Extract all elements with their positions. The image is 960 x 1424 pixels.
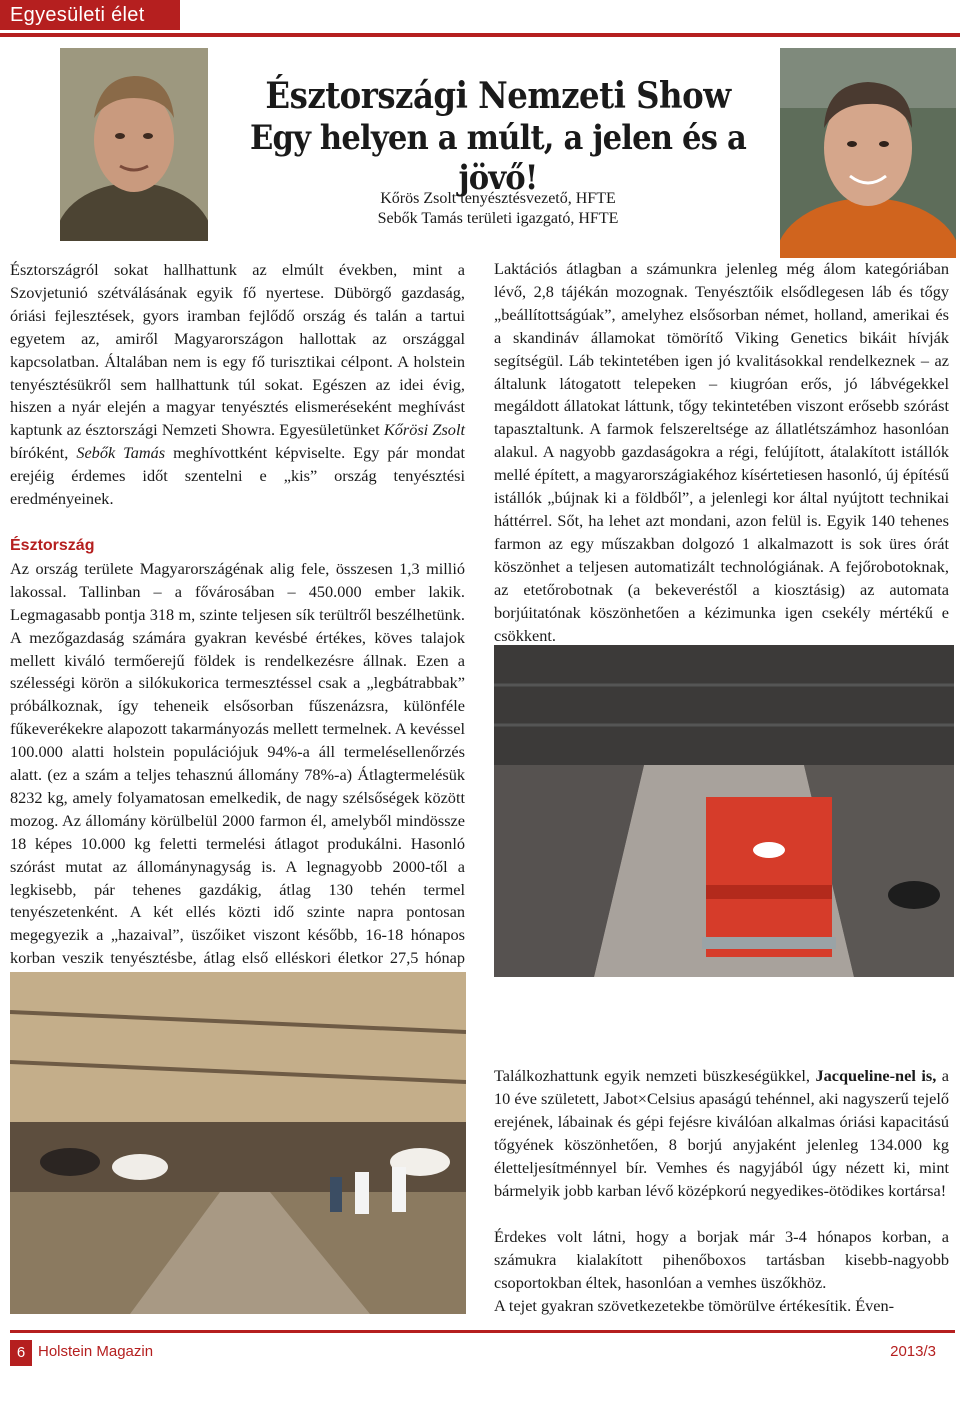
cow-name: Jacqueline-nel is, bbox=[815, 1066, 937, 1085]
intro-text-b: bíróként, bbox=[10, 443, 77, 463]
barn-robot-photo bbox=[494, 645, 954, 977]
intro-text-c: meghívottként képviselte. Egy pár mondat erejéig érdemes időt szentelni e „kis” ország tenyésztési eredményeinek. bbox=[10, 443, 465, 509]
author-line-1: Kőrös Zsolt tenyésztésvezető, HFTE bbox=[380, 190, 616, 207]
article-subtitle: Egy helyen a múlt, a jelen és a jövő! bbox=[250, 118, 746, 198]
milk-paragraph: A tejet gyakran szövetkezetekbe tömörülve értékesítik. Éven- bbox=[494, 1296, 895, 1316]
estonia-paragraph: Az ország területe Magyarországénak alig fele, összesen 1,3 millió lakossal. Tallinban – a fővárosában – 450.000 ember lakik. Legmagasabb pontja 318 m, szinte teljesen sík terültről beszélhetünk. A mezőgazdaság számára gyakran kevésbé értékes, köves talajok mellett kiváló termőerejű földek is rendelkezésre állnak. Ezen a szélességi körön a silókukorica termesztéssel csak a „legbátrabbak” próbálkoznak, így teheneik elsősorban fűszenázsra, különféle fűkeverékekre alapozott takarmányozás mellett termelnek. A kevéssel 100.000 alatti holstein populációjuk 94%-a áll termelésellenőrzés alatt. (ez a szám a teljes tehasznú állomány 78%-a) Átlagtermelésük 8232 kg, amely folyamatosan emelkedik, de nagy szélsőségek között mozog. Az állomány körülbelül 2000 farmon él, amelyből mindössze 18 képes 10.000 kg feletti termelési átlagot produkálni. Hasonló szórást mutat az állománynagyság is. A legnagyobb 2000-től a legkisebb, pár tehenes gazdákig, átlag 130 tehén termel tenyészetenként. A két ellés közti idő szinte napra pontosan megegyezik a „hazaival”, üszőiket viszont később, 16-18 hónapos korban veszik tenyésztésbe, átlag első elléskori életkor 27,5 hónap bbox=[10, 558, 465, 968]
footer-rule bbox=[10, 1330, 955, 1333]
meeting-paragraph bbox=[494, 1065, 949, 1202]
author-line-2: Sebők Tamás területi igazgató, HFTE bbox=[377, 210, 619, 227]
portrait-photo-left bbox=[60, 48, 208, 241]
calves-paragraph: Érdekes volt látni, hogy a borjak már 3-4 hónapos korban, a számukra kialakított pihenőboxos tartásban kisebb-nagyobb csoportokban éltek, hasonlóan a vemhes üszőkhöz. bbox=[494, 1227, 949, 1293]
right-column-lower bbox=[494, 1065, 949, 1318]
article-title: Észtországi Nemzeti Show bbox=[265, 75, 731, 117]
page-number: 6 bbox=[10, 1340, 32, 1366]
intro-text-a: Észtországról sokat hallhattunk az elmúlt években, mint a Szovjetunió szétválásának egyik fő nyertese. Dübörgő gazdaság, óriási fejlesztések, gyors iramban fejlődő ország és talán a tartui egyetem az, amiről Magyarországon hallottak az országgal kapcsolatban. Általában nem is egy fő turisztikai célpont. A holstein tenyésztésükről sem hallhattunk túl sokat. Egészen az idei évig, hiszen a nyár elején a magyar tenyésztés elismeréseként meghívást kaptunk az észtországi Nemzeti Showra. Egyesületünket bbox=[10, 260, 465, 440]
meeting-text-a: Találkozhattunk egyik nemzeti büszkeségükkel, bbox=[494, 1066, 816, 1085]
issue-number: 2013/3 bbox=[890, 1343, 936, 1360]
barn-cows-photo bbox=[10, 972, 466, 1314]
right-column bbox=[494, 258, 949, 647]
author-block bbox=[218, 189, 778, 229]
guest-name: Sebők Tamás bbox=[76, 443, 166, 463]
intro-paragraph bbox=[10, 259, 465, 511]
section-heading: Észtország bbox=[10, 536, 95, 554]
lactation-paragraph: Laktációs átlagban a számunkra jelenleg még álom kategóriában lévő, 2,8 tájékán mozognak. Tenyésztőik elsődlegesen láb és tőgy „beállítottságúak”, amelyhez elsősorban német, holland, amerikai és a skandináv államokat tömörítő Viking Genetics bikáit hívják segítségül. Láb tekintetében igen jó kvalitásokkal rendelkeznek – az általunk látogatott telepeken – kiugróan erős, jó lábvégekkel megáldott állatokat láttunk, tőgy tekintetében viszont erősebb szórást tapasztaltunk. A farmok felszereltsége az állatlétszámhoz hasonlóan alakul. A nagyobb gazdaságokra a régi, felújított, átalakított istállók mellé épített, a magyarországiakéhoz kísértetiesen hasonló, új építésű istállók „bújnak ki a földből”, a jelenlegi kor által nyújtott technikai háttérrel. Sőt, ha lehet azt mondani, azon felül is. Egyik 140 tehenes farmon az egy műszakban dolgozó 1 alkalmazott is sok üres órát köszönhet a teljesen automatizált technológiának. A fejőrobotoknak, az etetőrobotnak (a bekeveréstől a kiosztásig) az automata borjúitatónak köszönhetően a kézimunka igen csekély mértékű e csökkent. bbox=[494, 259, 949, 645]
judge-name: Kőrösi Zsolt bbox=[383, 420, 465, 440]
portrait-photo-right bbox=[780, 48, 956, 258]
section-tag: Egyesületi élet bbox=[0, 0, 180, 30]
meeting-text-b: a 10 éve született, Jabot×Celsius apaságú tehénnel, aki nagyszerű tejelő erejének, lábainak és gépi fejésre kiválóan alkalmas óriási kapacitású tőgyének köszönhetően, 8 borjú anyjaként jelenleg 134.000 kg életteljesítménnyel bír. Vemhes és nagyjából úgy nézett ki, mint bármelyik jobb karban lévő középkorú negyedikes-ötödikes kortársa! bbox=[494, 1066, 950, 1200]
top-rule bbox=[0, 33, 960, 37]
left-column bbox=[10, 259, 465, 993]
magazine-name: Holstein Magazin bbox=[38, 1343, 154, 1360]
